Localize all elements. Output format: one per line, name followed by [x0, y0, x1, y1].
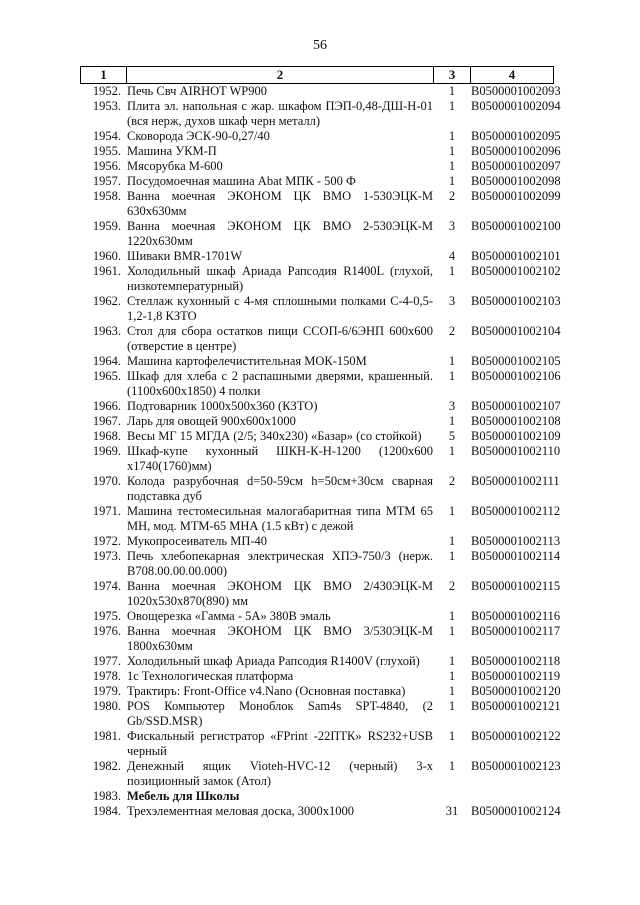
item-code: B0500001002112 [471, 504, 561, 518]
table-row [81, 654, 554, 669]
table-row [81, 804, 554, 819]
item-name: POS Компьютер Моноблок Sam4s SPT-4840, (2 Gb/SSD.MSR) [127, 699, 433, 728]
item-name: Подтоварник 1000х500х360 (КЗТО) [127, 399, 318, 413]
table-row [81, 174, 554, 189]
item-name: Плита эл. напольная с жар. шкафом ПЭП-0,48-ДШ-Н-01 (вся нерж, духов шкаф черн металл) [127, 99, 433, 128]
table-row [81, 189, 554, 219]
item-code: B0500001002111 [471, 474, 560, 488]
item-code: B0500001002099 [471, 189, 561, 203]
item-quantity: 1 [448, 99, 456, 113]
row-number: 1982. [92, 759, 121, 773]
table-row [81, 579, 554, 609]
row-number: 1981. [92, 729, 121, 743]
item-quantity: 2 [448, 324, 456, 338]
item-name: Весы МГ 15 МГДА (2/5; 340х230) «Базар» (со стойкой) [127, 429, 422, 443]
item-name: Машина картофелечистительная МОК-150М [127, 354, 367, 368]
row-number: 1977. [92, 654, 121, 668]
table-row [81, 429, 554, 444]
row-number: 1976. [92, 624, 121, 638]
row-number: 1983. [92, 789, 121, 803]
table-row [81, 684, 554, 699]
row-number: 1963. [92, 324, 121, 338]
item-code: B0500001002101 [471, 249, 561, 263]
item-name: Мясорубка М-600 [127, 159, 223, 173]
item-code: B0500001002120 [471, 684, 561, 698]
item-code: B0500001002108 [471, 414, 561, 428]
item-name: Мебель для Школы [127, 789, 240, 803]
row-number: 1953. [92, 99, 121, 113]
item-quantity: 1 [448, 759, 456, 773]
column-header-number: 1 [81, 67, 127, 84]
row-number: 1959. [92, 219, 121, 233]
item-code: B0500001002109 [471, 429, 561, 443]
item-name: Сковорода ЭСК-90-0,27/40 [127, 129, 270, 143]
row-number: 1960. [92, 249, 121, 263]
item-name: Трактиръ: Front-Office v4.Nano (Основная поставка) [127, 684, 406, 698]
item-code: B0500001002107 [471, 399, 561, 413]
item-quantity: 1 [448, 654, 456, 668]
table-row [81, 399, 554, 414]
item-code: B0500001002118 [471, 654, 561, 668]
table-row [81, 669, 554, 684]
item-quantity: 1 [448, 609, 456, 623]
table-row [81, 729, 554, 759]
item-quantity: 3 [448, 399, 456, 413]
row-number: 1966. [92, 399, 121, 413]
item-quantity: 1 [448, 159, 456, 173]
item-code: B0500001002096 [471, 144, 561, 158]
row-number: 1962. [92, 294, 121, 308]
item-name: Стеллаж кухонный с 4-мя сплошными полками С-4-0,5-1,2-1,8 КЗТО [127, 294, 433, 323]
table-row [81, 474, 554, 504]
row-number: 1980. [92, 699, 121, 713]
row-number: 1956. [92, 159, 121, 173]
table-row [81, 249, 554, 264]
item-quantity: 4 [448, 249, 456, 263]
table-row [81, 84, 554, 100]
item-quantity: 1 [448, 129, 456, 143]
item-quantity: 1 [448, 444, 456, 458]
row-number: 1984. [92, 804, 121, 818]
item-code: B0500001002106 [471, 369, 561, 383]
item-code: B0500001002124 [471, 804, 561, 818]
table-row [81, 534, 554, 549]
item-quantity: 3 [448, 219, 456, 233]
table-row [81, 219, 554, 249]
table-row [81, 789, 554, 804]
item-quantity: 2 [448, 579, 456, 593]
item-name: Машина тестомесильная малогабаритная типа МТМ 65 МН, мод. МТМ-65 МНА (1.5 кВт) с дежой [127, 504, 433, 533]
table-row [81, 294, 554, 324]
item-quantity: 1 [448, 549, 456, 563]
item-code: B0500001002110 [471, 444, 561, 458]
item-name: Ванна моечная ЭКОНОМ ЦК ВМО 3/530ЭЦК-М 1800х630мм [127, 624, 433, 653]
item-code: B0500001002105 [471, 354, 561, 368]
item-quantity: 1 [448, 729, 456, 743]
item-quantity: 1 [448, 699, 456, 713]
row-number: 1957. [92, 174, 121, 188]
item-code: B0500001002103 [471, 294, 561, 308]
item-name: Стол для сбора остатков пищи ССОП-6/6ЭНП 600х600 (отверстие в центре) [127, 324, 433, 353]
table-row [81, 99, 554, 129]
item-code: B0500001002114 [471, 549, 561, 563]
table-row [81, 369, 554, 399]
item-name: Овощерезка «Гамма - 5А» 380В эмаль [127, 609, 331, 623]
table-row [81, 504, 554, 534]
item-code: B0500001002102 [471, 264, 561, 278]
item-name: Мукопросеиватель МП-40 [127, 534, 268, 548]
item-name: Печь Свч AIRHOT WP900 [127, 84, 267, 98]
item-code: B0500001002093 [471, 84, 561, 98]
item-code: B0500001002104 [471, 324, 561, 338]
item-quantity: 5 [448, 429, 456, 443]
item-name: Колода разрубочная d=50-59см h=50см+30см сварная подставка дуб [127, 474, 433, 503]
item-name: Холодильный шкаф Ариада Рапсодия R1400L (глухой, низкотемпературный) [127, 264, 433, 293]
item-name: Трехэлементная меловая доска, 3000х1000 [127, 804, 355, 818]
table-row [81, 549, 554, 579]
item-quantity: 1 [448, 414, 456, 428]
item-quantity: 1 [448, 669, 456, 683]
item-code: B0500001002113 [471, 534, 561, 548]
item-quantity: 1 [448, 354, 456, 368]
item-code: B0500001002123 [471, 759, 561, 773]
row-number: 1965. [92, 369, 121, 383]
row-number: 1964. [92, 354, 121, 368]
row-number: 1972. [92, 534, 121, 548]
item-quantity: 1 [448, 264, 456, 278]
item-quantity: 1 [448, 174, 456, 188]
item-name: Холодильный шкаф Ариада Рапсодия R1400V (глухой) [127, 654, 420, 668]
row-number: 1978. [92, 669, 121, 683]
item-quantity: 3 [448, 294, 456, 308]
row-number: 1954. [92, 129, 121, 143]
table-row [81, 699, 554, 729]
item-name: Печь хлебопекарная электрическая ХПЭ-750/3 (нерж. В708.00.00.00.000) [127, 549, 433, 578]
item-quantity: 1 [448, 84, 456, 98]
item-name: Ванна моечная ЭКОНОМ ЦК ВМО 2-530ЭЦК-М 1220х630мм [127, 219, 433, 248]
row-number: 1970. [92, 474, 121, 488]
row-number: 1969. [92, 444, 121, 458]
item-name: Шиваки BMR-1701W [127, 249, 243, 263]
row-number: 1952. [92, 84, 121, 98]
row-number: 1973. [92, 549, 121, 563]
item-code: B0500001002095 [471, 129, 561, 143]
table-row [81, 759, 554, 789]
row-number: 1961. [92, 264, 121, 278]
table-row [81, 354, 554, 369]
inventory-table [80, 66, 561, 819]
item-code: B0500001002117 [471, 624, 561, 638]
item-quantity [434, 789, 471, 804]
item-name: Ванна моечная ЭКОНОМ ЦК ВМО 1-530ЭЦК-М 630х630мм [127, 189, 433, 218]
table-row [81, 609, 554, 624]
item-code: B0500001002121 [471, 699, 561, 713]
item-name: Ларь для овощей 900х600х1000 [127, 414, 296, 428]
row-number: 1958. [92, 189, 121, 203]
item-name: Фискальный регистратор «FPrint -22ПТК» RS232+USB черный [127, 729, 433, 758]
item-quantity: 1 [448, 534, 456, 548]
row-number: 1979. [92, 684, 121, 698]
table-row [81, 159, 554, 174]
row-number: 1968. [92, 429, 121, 443]
table-row [81, 414, 554, 429]
item-name: 1с Технологическая платформа [127, 669, 294, 683]
item-code: B0500001002119 [471, 669, 561, 683]
item-code: B0500001002100 [471, 219, 561, 233]
column-header-quantity: 3 [434, 67, 471, 84]
item-quantity: 1 [448, 369, 456, 383]
row-number: 1974. [92, 579, 121, 593]
item-quantity: 1 [448, 504, 456, 518]
item-quantity: 1 [448, 144, 456, 158]
item-code: B0500001002094 [471, 99, 561, 113]
item-code: B0500001002122 [471, 729, 561, 743]
item-name: Шкаф-купе кухонный ШКН-К-Н-1200 (1200х600 х1740(1760)мм) [127, 444, 433, 473]
column-header-code: 4 [471, 67, 554, 84]
column-header-name: 2 [127, 67, 434, 84]
item-name: Денежный ящик Vioteh-HVC-12 (черный) 3-х позиционный замок (Атол) [127, 759, 433, 788]
item-name: Машина УКМ-П [127, 144, 217, 158]
table-row [81, 444, 554, 474]
item-code: B0500001002097 [471, 159, 561, 173]
table-row [81, 129, 554, 144]
item-code: B0500001002116 [471, 609, 561, 623]
item-name: Шкаф для хлеба с 2 распашными дверями, крашенный. (1100х600х1850) 4 полки [127, 369, 433, 398]
item-quantity: 1 [448, 624, 456, 638]
item-code [471, 789, 554, 804]
table-row [81, 624, 554, 654]
table-header-row [81, 67, 554, 84]
row-number: 1975. [92, 609, 121, 623]
item-name: Посудомоечная машина Abat МПК - 500 Ф [127, 174, 356, 188]
item-code: B0500001002098 [471, 174, 561, 188]
item-quantity: 1 [448, 684, 456, 698]
row-number: 1967. [92, 414, 121, 428]
row-number: 1971. [92, 504, 121, 518]
table-row [81, 144, 554, 159]
item-quantity: 31 [445, 804, 459, 818]
item-name: Ванна моечная ЭКОНОМ ЦК ВМО 2/430ЭЦК-М 1020х530х870(890) мм [127, 579, 433, 608]
item-code: B0500001002115 [471, 579, 561, 593]
table-row [81, 324, 554, 354]
page-number: 56 [313, 38, 327, 53]
item-quantity: 2 [448, 189, 456, 203]
item-quantity: 2 [448, 474, 456, 488]
row-number: 1955. [92, 144, 121, 158]
table-row [81, 264, 554, 294]
table-body [81, 84, 561, 820]
